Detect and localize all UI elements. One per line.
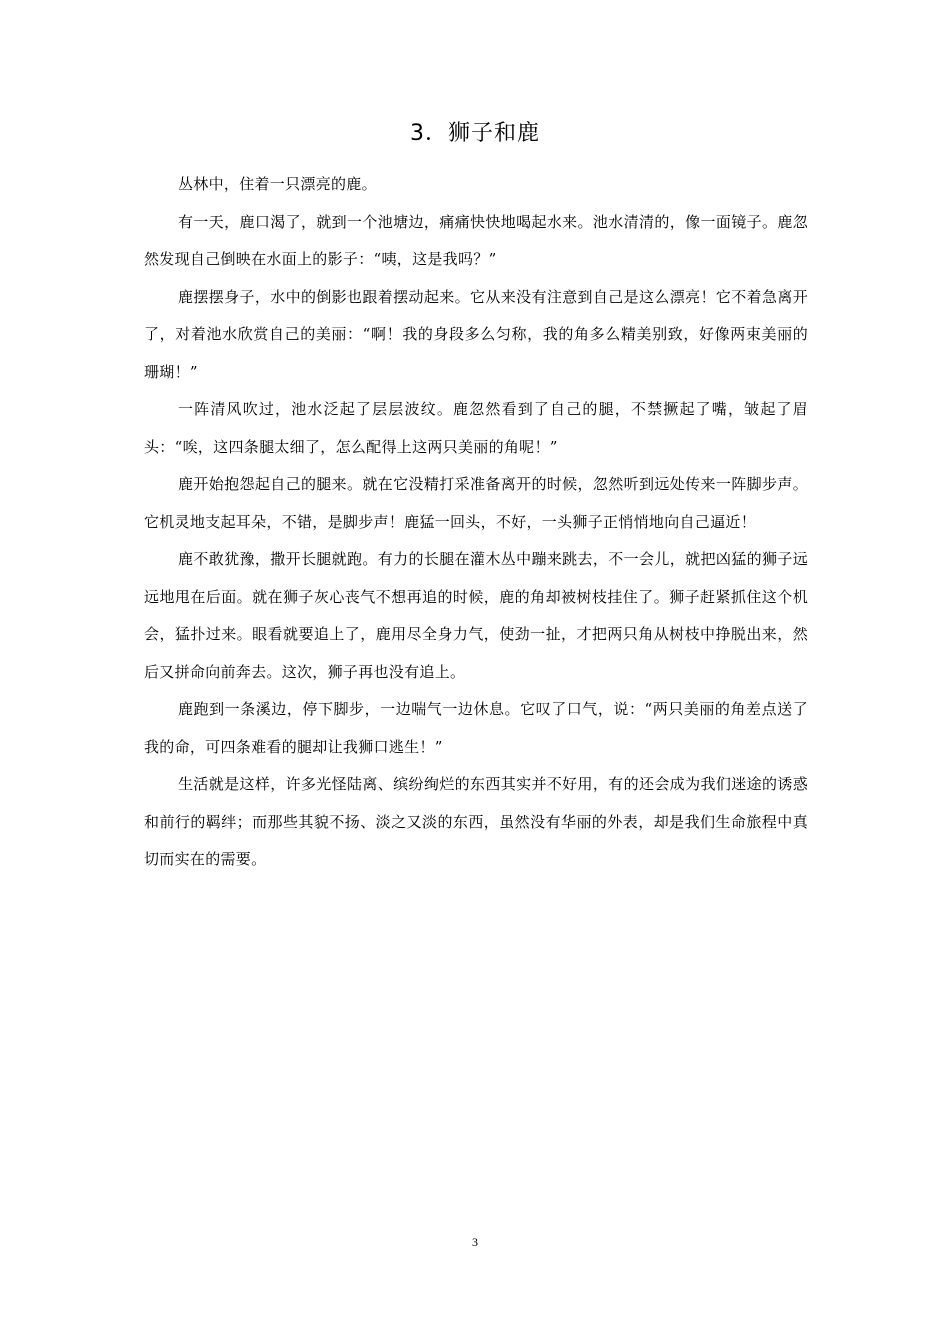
story-body [144,166,808,879]
paragraph-4: 一阵清风吹过，池水泛起了层层波纹。鹿忽然看到了自己的腿，不禁撅起了嘴，皱起了眉头：“唉，这四条腿太细了，怎么配得上这两只美丽的角呢！” [144,400,808,456]
paragraph-6: 鹿不敢犹豫，撒开长腿就跑。有力的长腿在灌木丛中蹦来跳去，不一会儿，就把凶猛的狮子远远地甩在后面。就在狮子灰心丧气不想再追的时候，鹿的角却被树枝挂住了。狮子赶紧抓住这个机会，猛扑过来。眼看就要追上了，鹿用尽全身力气，使劲一扯，才把两只角从树枝中挣脱出来，然后又拼命向前奔去。这次，狮子再也没有追上。 [144,550,808,681]
paragraph-5: 鹿开始抱怨起自己的腿来。就在它没精打采准备离开的时候，忽然听到远处传来一阵脚步声。它机灵地支起耳朵，不错，是脚步声！鹿猛一回头，不好，一头狮子正悄悄地向自己逼近！ [144,475,808,531]
paragraph-8: 生活就是这样，许多光怪陆离、缤纷绚烂的东西其实并不好用，有的还会成为我们迷途的诱惑和前行的羁绊；而那些其貌不扬、淡之又淡的东西，虽然没有华丽的外表，却是我们生命旅程中真切而实在的需要。 [144,775,808,868]
page-title: 3．狮子和鹿 [410,121,540,146]
paragraph-1: 丛林中，住着一只漂亮的鹿。 [178,175,377,193]
paragraph-3: 鹿摆摆身子，水中的倒影也跟着摆动起来。它从来没有注意到自己是这么漂亮！它不着急离开了，对着池水欣赏自己的美丽：“啊！我的身段多么匀称，我的角多么精美别致，好像两束美丽的珊瑚！” [144,287,808,381]
paragraph-2: 有一天，鹿口渴了，就到一个池塘边，痛痛快快地喝起水来。池水清清的，像一面镜子。鹿忽然发现自己倒映在水面上的影子：“咦，这是我吗？” [144,212,808,268]
paragraph-7: 鹿跑到一条溪边，停下脚步，一边喘气一边休息。它叹了口气，说：“两只美丽的角差点送了我的命，可四条难看的腿却让我狮口逃生！” [144,700,808,756]
page-number: 3 [472,1235,478,1249]
